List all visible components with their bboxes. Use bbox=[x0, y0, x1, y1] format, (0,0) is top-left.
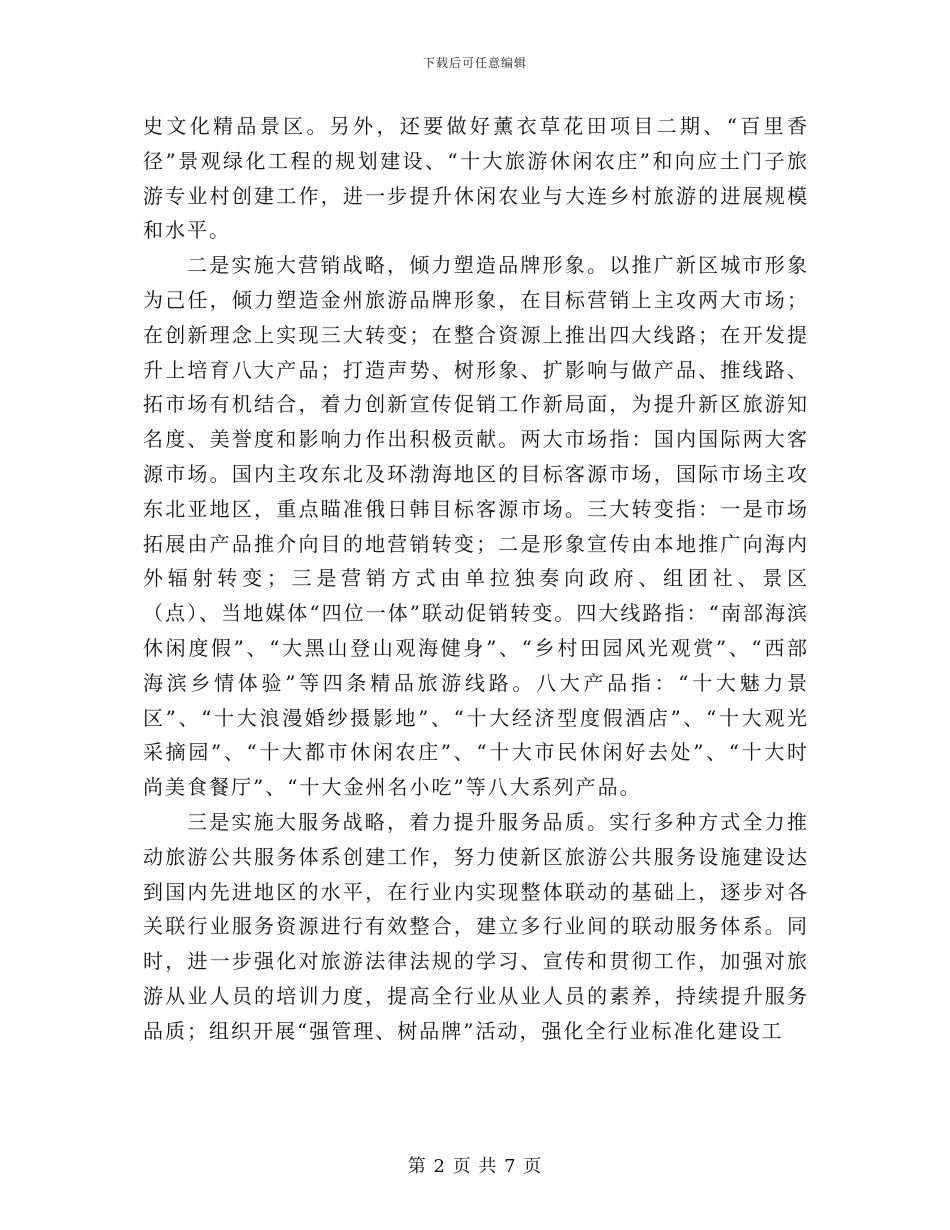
document-body bbox=[143, 109, 809, 1049]
page-number: 第 2 页 共 7 页 bbox=[407, 1156, 543, 1177]
paragraph-marketing-strategy: 二是实施大营销战略，倾力塑造品牌形象。以推广新区城市形象为己任，倾力塑造金州旅游品牌形象，在目标营销上主攻两大市场；在创新理念上实现三大转变；在整合资源上推出四大线路；在开发提升上培育八大产品；打造声势、树形象、扩影响与做产品、推线路、拓市场有机结合，着力创新宣传促销工作新局面，为提升新区旅游知名度、美誉度和影响力作出积极贡献。两大市场指：国内国际两大客源市场。国内主攻东北及环渤海地区的目标客源市场，国际市场主攻东北亚地区，重点瞄准俄日韩目标客源市场。三大转变指：一是市场拓展由产品推介向目的地营销转变；二是形象宣传由本地推广向海内外辐射转变；三是营销方式由单拉独奏向政府、组团社、景区（点）、当地媒体“四位一体”联动促销转变。四大线路指：“南部海滨休闲度假”、“大黑山登山观海健身”、“乡村田园风光观赏”、“西部海滨乡情体验”等四条精品旅游线路。八大产品指：“十大魅力景区”、“十大浪漫婚纱摄影地”、“十大经济型度假酒店”、“十大观光采摘园”、“十大都市休闲农庄”、“十大市民休闲好去处”、“十大时尚美食餐厅”、“十大金州名小吃”等八大系列产品。 bbox=[143, 253, 809, 800]
paragraph-service-strategy: 三是实施大服务战略，着力提升服务品质。实行多种方式全力推动旅游公共服务体系创建工作，努力使新区旅游公共服务设施建设达到国内先进地区的水平，在行业内实现整体联动的基础上，逐步对各关联行业服务资源进行有效整合，建立多行业间的联动服务体系。同时，进一步强化对旅游法律法规的学习、宣传和贯彻工作，加强对旅游从业人员的培训力度，提高全行业从业人员的素养，持续提升服务品质；组织开展“强管理、树品牌”活动，强化全行业标准化建设工 bbox=[143, 809, 809, 1043]
paragraph-continuation: 史文化精品景区。另外，还要做好薰衣草花田项目二期、“百里香径”景观绿化工程的规划建设、“十大旅游休闲农庄”和向应土门子旅游专业村创建工作，进一步提升休闲农业与大连乡村旅游的进展规模和水平。 bbox=[143, 114, 809, 243]
header-note: 下载后可任意编辑 bbox=[422, 56, 527, 70]
